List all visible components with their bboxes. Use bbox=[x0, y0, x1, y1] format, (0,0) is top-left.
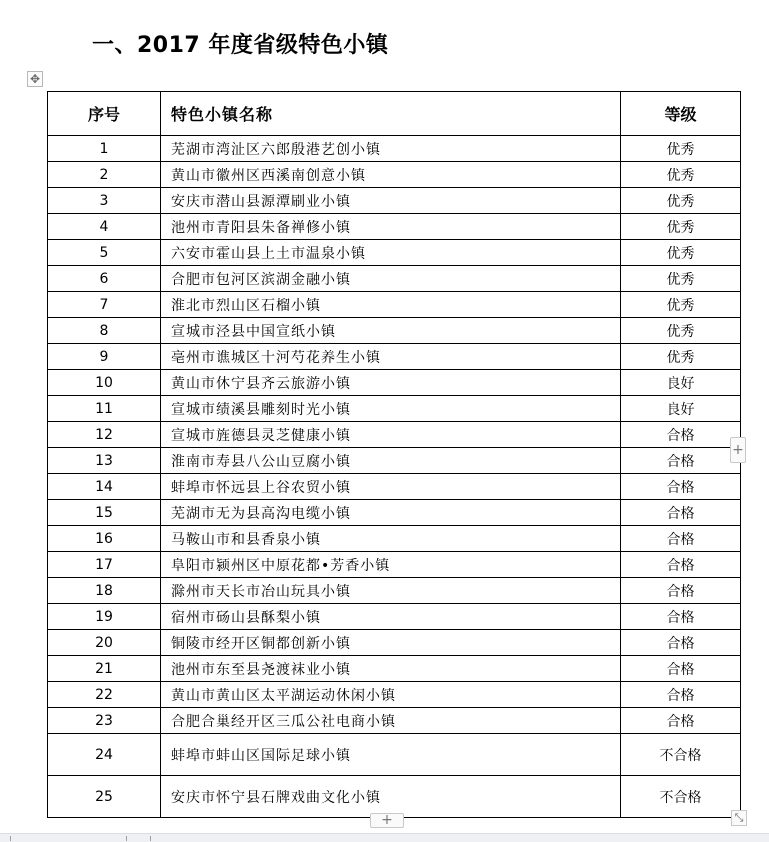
cell-town-name[interactable]: 宿州市砀山县酥梨小镇 bbox=[161, 604, 621, 630]
table-row bbox=[48, 214, 741, 240]
cell-number[interactable]: 7 bbox=[48, 292, 161, 318]
cell-number[interactable]: 3 bbox=[48, 188, 161, 214]
cell-number[interactable]: 25 bbox=[48, 776, 161, 818]
cell-grade[interactable]: 良好 bbox=[621, 396, 741, 422]
cell-town-name[interactable]: 安庆市潜山县源潭刷业小镇 bbox=[161, 188, 621, 214]
cell-grade[interactable]: 优秀 bbox=[621, 214, 741, 240]
table-row bbox=[48, 188, 741, 214]
cell-grade[interactable]: 不合格 bbox=[621, 734, 741, 776]
cell-grade[interactable]: 合格 bbox=[621, 500, 741, 526]
cell-grade[interactable]: 合格 bbox=[621, 526, 741, 552]
cell-grade[interactable]: 合格 bbox=[621, 448, 741, 474]
cell-number[interactable]: 20 bbox=[48, 630, 161, 656]
table-row bbox=[48, 578, 741, 604]
cell-number[interactable]: 24 bbox=[48, 734, 161, 776]
move-icon[interactable]: ✥ bbox=[27, 71, 43, 87]
header-number[interactable]: 序号 bbox=[48, 92, 161, 136]
cell-grade[interactable]: 良好 bbox=[621, 370, 741, 396]
cell-grade[interactable]: 合格 bbox=[621, 578, 741, 604]
cell-number[interactable]: 16 bbox=[48, 526, 161, 552]
cell-number[interactable]: 17 bbox=[48, 552, 161, 578]
cell-grade[interactable]: 优秀 bbox=[621, 136, 741, 162]
header-town-name[interactable]: 特色小镇名称 bbox=[161, 92, 621, 136]
cell-number[interactable]: 11 bbox=[48, 396, 161, 422]
cell-grade[interactable]: 优秀 bbox=[621, 266, 741, 292]
cell-grade[interactable]: 合格 bbox=[621, 682, 741, 708]
table-row bbox=[48, 474, 741, 500]
table-row bbox=[48, 162, 741, 188]
table-row bbox=[48, 776, 741, 818]
cell-grade[interactable]: 合格 bbox=[621, 630, 741, 656]
table-row bbox=[48, 422, 741, 448]
cell-town-name[interactable]: 马鞍山市和县香泉小镇 bbox=[161, 526, 621, 552]
cell-town-name[interactable]: 黄山市徽州区西溪南创意小镇 bbox=[161, 162, 621, 188]
cell-town-name[interactable]: 芜湖市湾沚区六郎殷港艺创小镇 bbox=[161, 136, 621, 162]
table-row bbox=[48, 292, 741, 318]
cell-grade[interactable]: 合格 bbox=[621, 552, 741, 578]
cell-number[interactable]: 19 bbox=[48, 604, 161, 630]
cell-grade[interactable]: 合格 bbox=[621, 604, 741, 630]
cell-number[interactable]: 6 bbox=[48, 266, 161, 292]
cell-number[interactable]: 15 bbox=[48, 500, 161, 526]
cell-town-name[interactable]: 黄山市休宁县齐云旅游小镇 bbox=[161, 370, 621, 396]
cell-grade[interactable]: 合格 bbox=[621, 708, 741, 734]
table-row bbox=[48, 708, 741, 734]
cell-grade[interactable]: 合格 bbox=[621, 474, 741, 500]
cell-town-name[interactable]: 阜阳市颍州区中原花都•芳香小镇 bbox=[161, 552, 621, 578]
cell-grade[interactable]: 优秀 bbox=[621, 188, 741, 214]
table-row bbox=[48, 630, 741, 656]
add-column-icon[interactable]: + bbox=[730, 437, 746, 463]
cell-number[interactable]: 10 bbox=[48, 370, 161, 396]
cell-number[interactable]: 18 bbox=[48, 578, 161, 604]
cell-number[interactable]: 14 bbox=[48, 474, 161, 500]
cell-number[interactable]: 1 bbox=[48, 136, 161, 162]
cell-grade[interactable]: 优秀 bbox=[621, 292, 741, 318]
cell-number[interactable]: 8 bbox=[48, 318, 161, 344]
table-row bbox=[48, 240, 741, 266]
table-row bbox=[48, 266, 741, 292]
cell-grade[interactable]: 合格 bbox=[621, 422, 741, 448]
table-row bbox=[48, 526, 741, 552]
header-grade[interactable]: 等级 bbox=[621, 92, 741, 136]
cell-grade[interactable]: 优秀 bbox=[621, 162, 741, 188]
cell-town-name[interactable]: 安庆市怀宁县石牌戏曲文化小镇 bbox=[161, 776, 621, 818]
cell-number[interactable]: 4 bbox=[48, 214, 161, 240]
cell-grade[interactable]: 优秀 bbox=[621, 240, 741, 266]
table-row bbox=[48, 448, 741, 474]
cell-grade[interactable]: 合格 bbox=[621, 656, 741, 682]
cell-town-name[interactable]: 池州市东至县尧渡袜业小镇 bbox=[161, 656, 621, 682]
table-row bbox=[48, 734, 741, 776]
cell-number[interactable]: 22 bbox=[48, 682, 161, 708]
table-row bbox=[48, 396, 741, 422]
cell-town-name[interactable]: 合肥市包河区滨湖金融小镇 bbox=[161, 266, 621, 292]
cell-number[interactable]: 9 bbox=[48, 344, 161, 370]
table-header-row bbox=[48, 92, 741, 136]
table-row bbox=[48, 500, 741, 526]
cell-town-name[interactable]: 黄山市黄山区太平湖运动休闲小镇 bbox=[161, 682, 621, 708]
cell-town-name[interactable]: 合肥合巢经开区三瓜公社电商小镇 bbox=[161, 708, 621, 734]
cell-town-name[interactable]: 铜陵市经开区铜都创新小镇 bbox=[161, 630, 621, 656]
cell-town-name[interactable]: 蚌埠市怀远县上谷农贸小镇 bbox=[161, 474, 621, 500]
table-row bbox=[48, 552, 741, 578]
cell-town-name[interactable]: 池州市青阳县朱备禅修小镇 bbox=[161, 214, 621, 240]
table-row bbox=[48, 344, 741, 370]
cell-number[interactable]: 5 bbox=[48, 240, 161, 266]
cell-number[interactable]: 2 bbox=[48, 162, 161, 188]
table-row bbox=[48, 656, 741, 682]
towns-table bbox=[47, 91, 741, 818]
document-heading: 一、2017 年度省级特色小镇 bbox=[92, 33, 389, 58]
cell-number[interactable]: 13 bbox=[48, 448, 161, 474]
cell-town-name[interactable]: 宣城市泾县中国宣纸小镇 bbox=[161, 318, 621, 344]
resize-diagonal-icon[interactable]: ⤡ bbox=[731, 810, 747, 826]
cell-number[interactable]: 12 bbox=[48, 422, 161, 448]
cell-number[interactable]: 21 bbox=[48, 656, 161, 682]
cell-town-name[interactable]: 芜湖市无为县高沟电缆小镇 bbox=[161, 500, 621, 526]
cell-grade[interactable]: 优秀 bbox=[621, 344, 741, 370]
cell-town-name[interactable]: 滁州市天长市冶山玩具小镇 bbox=[161, 578, 621, 604]
cell-grade[interactable]: 不合格 bbox=[621, 776, 741, 818]
cell-town-name[interactable]: 淮南市寿县八公山豆腐小镇 bbox=[161, 448, 621, 474]
table-row bbox=[48, 370, 741, 396]
table-row bbox=[48, 682, 741, 708]
cell-town-name[interactable]: 亳州市谯城区十河芍花养生小镇 bbox=[161, 344, 621, 370]
cell-town-name[interactable]: 宣城市绩溪县雕刻时光小镇 bbox=[161, 396, 621, 422]
cell-town-name[interactable]: 淮北市烈山区石榴小镇 bbox=[161, 292, 621, 318]
table-row bbox=[48, 136, 741, 162]
cell-town-name[interactable]: 宣城市旌德县灵芝健康小镇 bbox=[161, 422, 621, 448]
cell-town-name[interactable]: 蚌埠市蚌山区国际足球小镇 bbox=[161, 734, 621, 776]
cell-grade[interactable]: 优秀 bbox=[621, 318, 741, 344]
cell-town-name[interactable]: 六安市霍山县上土市温泉小镇 bbox=[161, 240, 621, 266]
cell-number[interactable]: 23 bbox=[48, 708, 161, 734]
add-row-icon[interactable]: + bbox=[370, 813, 404, 828]
table-row bbox=[48, 318, 741, 344]
table-row bbox=[48, 604, 741, 630]
